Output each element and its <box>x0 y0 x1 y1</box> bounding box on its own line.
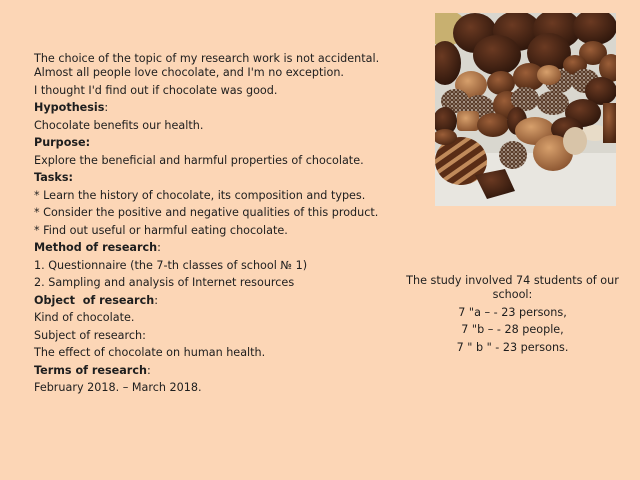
tasks-heading <box>34 171 399 185</box>
chocolate-photo-icon <box>435 13 616 206</box>
object-colon: : <box>154 293 158 307</box>
object-heading <box>34 294 399 308</box>
object-heading-label: Object of research <box>34 293 155 307</box>
task-item: * Consider the positive and negative qualities of this product. <box>34 206 379 219</box>
study-class-b: 7 "b – - 28 people, <box>461 323 564 336</box>
method-heading-label: Method of research <box>34 241 158 254</box>
study-summary <box>405 274 620 358</box>
method-item: 1. Questionnaire (the 7-th classes of school № 1) <box>34 258 308 272</box>
task-item: * Find out useful or harmful eating chocolate. <box>34 223 288 237</box>
chocolate-candies-image <box>435 13 616 206</box>
study-participants: The study involved 74 students of our school: <box>406 274 619 301</box>
study-class-v: 7 " b " - 23 persons. <box>456 340 569 354</box>
purpose-heading-label: Purpose: <box>34 136 91 149</box>
terms-colon: : <box>146 363 151 377</box>
method-heading <box>34 241 399 255</box>
terms-heading <box>34 364 399 378</box>
terms-text: February 2018. – March 2018. <box>34 381 202 394</box>
task-item: * Learn the history of chocolate, its composition and types. <box>34 188 366 202</box>
hypothesis-heading-label: Hypothesis <box>34 101 105 114</box>
method-item: 2. Sampling and analysis of Internet resources <box>34 276 295 289</box>
subject-text: The effect of chocolate on human health. <box>34 346 266 359</box>
hypothesis-heading <box>34 101 399 115</box>
tasks-heading-label: Tasks: <box>34 171 73 184</box>
study-class-a: 7 "a – - 23 persons, <box>458 305 567 319</box>
hypothesis-colon: : <box>104 101 109 114</box>
hypothesis-text: Chocolate benefits our health. <box>34 118 204 132</box>
object-text: Kind of chocolate. <box>34 311 135 324</box>
intro-statement: I thought I'd find out if chocolate was good. <box>34 83 278 97</box>
subject-heading: Subject of research: <box>34 328 146 342</box>
terms-heading-label: Terms of research <box>34 363 147 377</box>
purpose-text: Explore the beneficial and harmful properties of chocolate. <box>34 153 364 167</box>
research-text-column <box>34 52 399 399</box>
intro-paragraph: The choice of the topic of my research work is not accidental. Almost all people love chocolate, and I'm no exception. <box>34 52 380 79</box>
method-colon: : <box>157 241 161 254</box>
purpose-heading <box>34 136 399 150</box>
